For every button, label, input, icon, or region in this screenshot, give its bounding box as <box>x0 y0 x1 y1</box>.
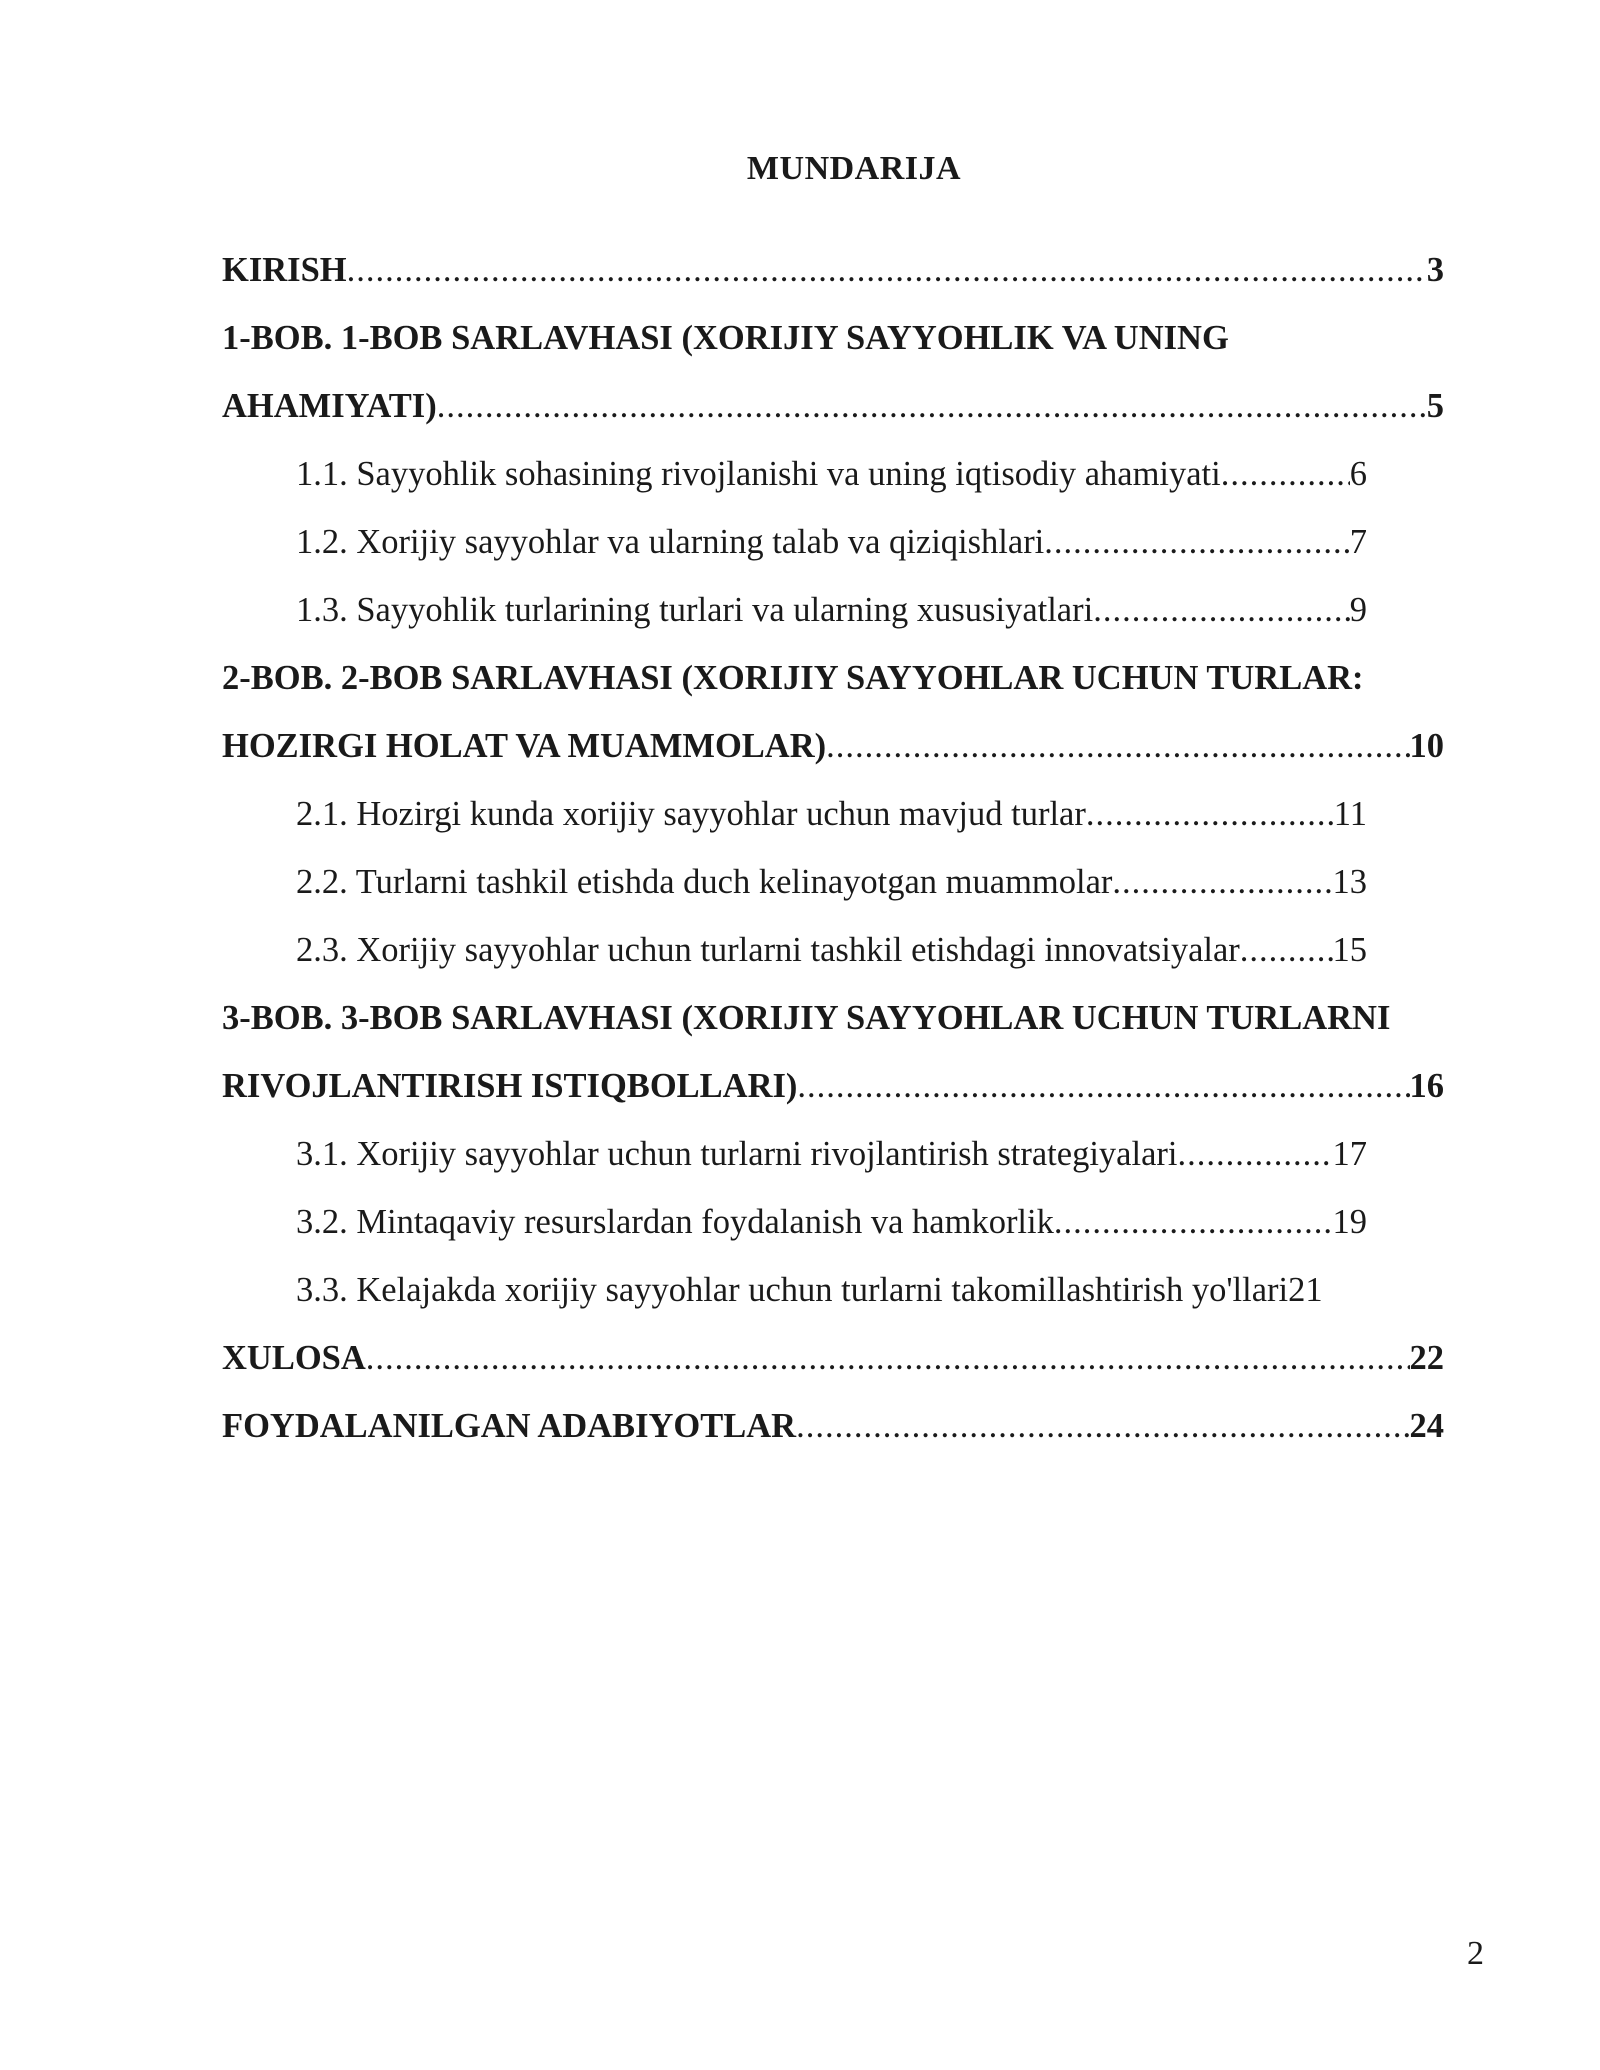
toc-chapter-1-heading[interactable] <box>222 304 1444 372</box>
toc-entry-bibliography[interactable] <box>222 1392 1444 1460</box>
toc-section-2-2[interactable] <box>222 848 1367 916</box>
toc-section-1-2[interactable] <box>222 508 1367 576</box>
toc-entry-page: 24 <box>1409 1407 1444 1445</box>
dot-leader <box>1093 576 1350 644</box>
dot-leader <box>1054 1188 1333 1256</box>
toc-entry-xulosa[interactable] <box>222 1324 1444 1392</box>
dot-leader <box>1177 1120 1332 1188</box>
toc-entry-page: 7 <box>1349 523 1367 561</box>
toc-chapter-1-heading-cont[interactable] <box>222 372 1444 440</box>
toc-entry-label: RIVOJLANTIRISH ISTIQBOLLARI) <box>222 1067 798 1105</box>
dot-leader <box>347 236 1427 304</box>
toc-entry-kirish[interactable] <box>222 236 1444 304</box>
dot-leader <box>796 1392 1409 1460</box>
toc-section-3-3[interactable] <box>222 1256 1367 1324</box>
toc-entry-page: 11 <box>1333 795 1367 833</box>
toc-entry-page: 6 <box>1349 455 1367 493</box>
toc-section-2-1[interactable] <box>222 780 1367 848</box>
toc-entry-label: 1.2. Xorijiy sayyohlar va ularning talab va qiziqishlari <box>296 523 1045 561</box>
toc-entry-label: 3.3. Kelajakda xorijiy sayyohlar uchun turlarni takomillashtirish yo'llari21 <box>296 1271 1323 1309</box>
toc-entry-label: HOZIRGI HOLAT VA MUAMMOLAR) <box>222 727 827 765</box>
toc-entry-label: KIRISH <box>222 251 347 289</box>
toc-entry-page: 3 <box>1426 251 1444 289</box>
dot-leader <box>366 1324 1410 1392</box>
toc-entry-page: 16 <box>1409 1067 1444 1105</box>
table-of-contents <box>222 236 1472 1460</box>
toc-entry-label: 1.1. Sayyohlik sohasining rivojlanishi va uning iqtisodiy ahamiyati <box>296 455 1221 493</box>
dot-leader <box>1112 848 1332 916</box>
dot-leader <box>1044 508 1349 576</box>
dot-leader <box>1086 780 1334 848</box>
toc-section-1-1[interactable] <box>222 440 1367 508</box>
toc-section-3-1[interactable] <box>222 1120 1367 1188</box>
toc-chapter-3-heading[interactable] <box>222 984 1444 1052</box>
toc-entry-page: 5 <box>1426 387 1444 425</box>
toc-entry-label: 3.2. Mintaqaviy resurslardan foydalanish va hamkorlik <box>296 1203 1054 1241</box>
toc-entry-label: 3-BOB. 3-BOB SARLAVHASI (XORIJIY SAYYOHLAR UCHUN TURLARNI <box>222 999 1391 1037</box>
toc-entry-label: 2.2. Turlarni tashkil etishda duch kelinayotgan muammolar <box>296 863 1113 901</box>
toc-entry-page: 19 <box>1332 1203 1367 1241</box>
toc-entry-label: FOYDALANILGAN ADABIYOTLAR <box>222 1407 797 1445</box>
toc-entry-label: 1-BOB. 1-BOB SARLAVHASI (XORIJIY SAYYOHLIK VA UNING <box>222 319 1229 357</box>
toc-section-3-2[interactable] <box>222 1188 1367 1256</box>
toc-entry-label: 2.3. Xorijiy sayyohlar uchun turlarni tashkil etishdagi innovatsiyalar <box>296 931 1240 969</box>
toc-entry-page: 13 <box>1332 863 1367 901</box>
toc-entry-page: 22 <box>1409 1339 1444 1377</box>
dot-leader <box>1221 440 1350 508</box>
page-title: MUNDARIJA <box>746 150 962 187</box>
toc-entry-label: 2-BOB. 2-BOB SARLAVHASI (XORIJIY SAYYOHLAR UCHUN TURLAR: <box>222 659 1364 697</box>
toc-entry-label: AHAMIYATI) <box>222 387 437 425</box>
dot-leader <box>826 712 1409 780</box>
toc-entry-label: 1.3. Sayyohlik turlarining turlari va ularning xususiyatlari <box>296 591 1094 629</box>
toc-section-2-3[interactable] <box>222 916 1367 984</box>
toc-chapter-2-heading-cont[interactable] <box>222 712 1444 780</box>
toc-entry-label: 3.1. Xorijiy sayyohlar uchun turlarni rivojlantirish strategiyalari <box>296 1135 1178 1173</box>
toc-entry-label: XULOSA <box>222 1339 366 1377</box>
toc-chapter-2-heading[interactable] <box>222 644 1444 712</box>
dot-leader <box>797 1052 1409 1120</box>
toc-section-1-3[interactable] <box>222 576 1367 644</box>
page-number: 2 <box>1467 1935 1484 1972</box>
toc-entry-page: 9 <box>1349 591 1367 629</box>
toc-entry-page: 17 <box>1332 1135 1367 1173</box>
toc-entry-page: 15 <box>1332 931 1367 969</box>
toc-chapter-3-heading-cont[interactable] <box>222 1052 1444 1120</box>
toc-entry-label: 2.1. Hozirgi kunda xorijiy sayyohlar uchun mavjud turlar <box>296 795 1086 833</box>
dot-leader <box>437 372 1427 440</box>
toc-entry-page: 10 <box>1409 727 1444 765</box>
dot-leader <box>1240 916 1333 984</box>
